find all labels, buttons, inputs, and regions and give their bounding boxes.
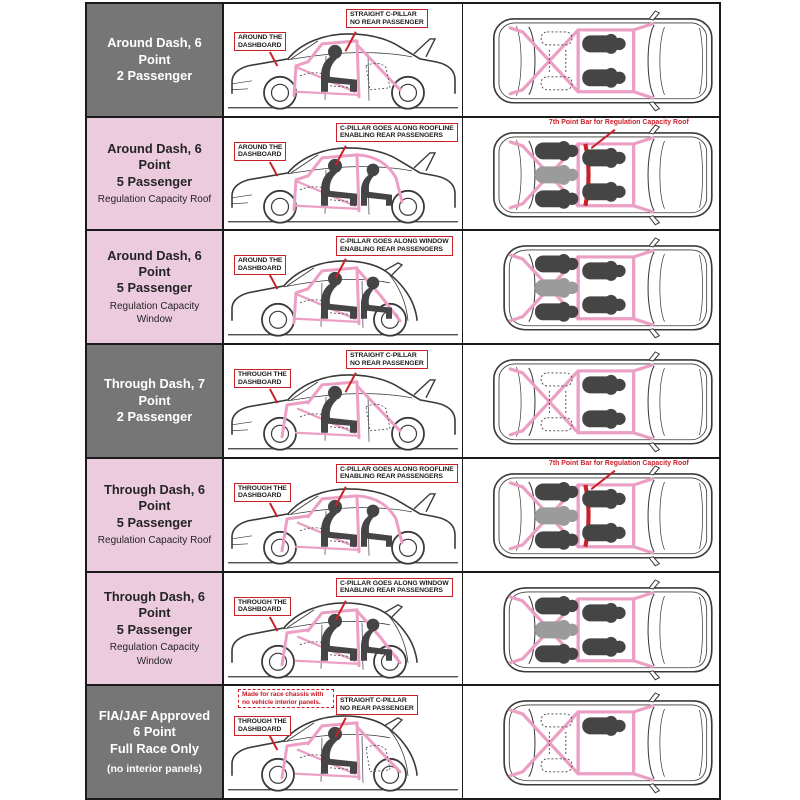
annotation-cpillar-line: ENABLING REAR PASSENGERS <box>340 246 443 254</box>
car-config-row <box>87 231 719 345</box>
annotation-dashboard-line: DASHBOARD <box>238 606 282 614</box>
annotation-dashboard-note <box>234 597 291 616</box>
annotation-7th-point-note: 7th Point Bar for Regulation Capacity Roof <box>549 459 689 467</box>
side-view-cell <box>224 345 463 457</box>
annotation-cpillar-line: STRAIGHT C-PILLAR <box>340 697 407 705</box>
car-config-row <box>87 459 719 573</box>
comparison-table <box>85 2 721 800</box>
config-title-line: Around Dash, 6 Point <box>107 140 202 173</box>
annotation-dashboard-note <box>234 255 286 274</box>
annotation-dashboard-line: DASHBOARD <box>238 151 282 159</box>
car-config-row <box>87 573 719 687</box>
annotation-dashboard-line: THROUGH THE <box>238 484 287 492</box>
top-view-cell <box>463 231 719 343</box>
config-subtitle: Regulation Capacity Window <box>109 300 200 326</box>
config-subtitle: Regulation Capacity Roof <box>97 193 212 205</box>
annotation-cpillar-note <box>346 9 428 28</box>
annotation-cpillar-note <box>346 350 428 369</box>
config-title-line: 2 Passenger <box>116 68 193 84</box>
config-title-line: 5 Passenger <box>116 514 193 530</box>
config-title-line: Through Dash, 6 Point <box>104 481 205 514</box>
config-title-line: Full Race Only <box>110 740 199 756</box>
annotation-cpillar-line: ENABLING REAR PASSENGERS <box>340 587 443 595</box>
top-view-diagram <box>463 345 719 457</box>
config-label-cell <box>87 686 224 798</box>
annotation-race-chassis-note: Made for race chassis with no vehicle interior panels. <box>238 689 334 708</box>
top-view-cell <box>463 573 719 685</box>
config-title-line: Through Dash, 6 Point <box>104 588 205 621</box>
annotation-cpillar-line: C-PILLAR GOES ALONG WINDOW <box>340 238 449 246</box>
top-view-cell <box>463 459 719 571</box>
config-label-cell <box>87 345 224 457</box>
side-view-cell <box>224 4 463 116</box>
annotation-cpillar-line: C-PILLAR GOES ALONG ROOFLINE <box>340 124 454 132</box>
annotation-dashboard-line: THROUGH THE <box>238 598 287 606</box>
car-config-row <box>87 4 719 118</box>
annotation-cpillar-note <box>336 236 453 255</box>
config-label-cell <box>87 4 224 116</box>
side-view-cell <box>224 118 463 230</box>
annotation-dashboard-note <box>234 716 291 735</box>
annotation-cpillar-note <box>336 695 418 714</box>
car-config-row <box>87 118 719 232</box>
annotation-dashboard-line: DASHBOARD <box>238 41 282 49</box>
config-title-line: Through Dash, 7 Point <box>104 376 205 408</box>
side-view-cell <box>224 231 463 343</box>
annotation-cpillar-note <box>336 464 458 483</box>
top-view-diagram <box>463 231 719 343</box>
annotation-dashboard-line: DASHBOARD <box>238 492 282 500</box>
annotation-dashboard-note <box>234 483 291 502</box>
annotation-cpillar-line: NO REAR PASSENGER <box>350 18 424 26</box>
annotation-cpillar-note <box>336 578 453 597</box>
annotation-cpillar-line: C-PILLAR GOES ALONG ROOFLINE <box>340 465 454 473</box>
config-subtitle: (no interior panels) <box>106 763 203 776</box>
top-view-diagram <box>463 118 719 230</box>
top-view-diagram <box>463 686 719 798</box>
annotation-dashboard-line: AROUND THE <box>238 257 283 265</box>
annotation-cpillar-line: C-PILLAR GOES ALONG WINDOW <box>340 579 449 587</box>
annotation-cpillar-line: ENABLING REAR PASSENGERS <box>340 132 443 140</box>
config-subtitle: Regulation Capacity Roof <box>97 535 212 547</box>
config-title-line: 5 Passenger <box>116 173 193 189</box>
top-view-diagram <box>463 4 719 116</box>
config-title-line: 5 Passenger <box>116 280 193 296</box>
top-view-diagram <box>463 573 719 685</box>
config-title-line: 2 Passenger <box>116 409 193 425</box>
car-config-row <box>87 686 719 798</box>
annotation-dashboard-note <box>234 142 286 161</box>
config-title-line: 6 Point <box>133 724 176 740</box>
config-subtitle: Regulation Capacity Window <box>109 642 200 667</box>
top-view-cell <box>463 345 719 457</box>
top-view-diagram <box>463 459 719 571</box>
annotation-dashboard-line: AROUND THE <box>238 143 283 151</box>
config-title-line: Around Dash, 6 Point <box>107 35 202 67</box>
config-title-line: Around Dash, 6 Point <box>107 247 202 280</box>
annotation-dashboard-line: THROUGH THE <box>238 718 287 726</box>
annotation-cpillar-line: STRAIGHT C-PILLAR <box>350 11 417 18</box>
annotation-dashboard-line: DASHBOARD <box>238 378 282 386</box>
side-view-cell <box>224 459 463 571</box>
annotation-dashboard-line: THROUGH THE <box>238 371 287 379</box>
annotation-dashboard-line: DASHBOARD <box>238 265 282 273</box>
annotation-cpillar-line: STRAIGHT C-PILLAR <box>350 352 417 360</box>
config-title-line: 5 Passenger <box>116 621 193 637</box>
annotation-dashboard-line: AROUND THE <box>238 34 283 41</box>
config-label-cell <box>87 459 224 571</box>
config-label-cell <box>87 118 224 230</box>
annotation-cpillar-line: ENABLING REAR PASSENGERS <box>340 473 443 481</box>
config-title-line: FIA/JAF Approved <box>98 708 211 724</box>
top-view-cell <box>463 686 719 798</box>
car-config-row <box>87 345 719 459</box>
annotation-dashboard-line: DASHBOARD <box>238 725 282 733</box>
top-view-cell <box>463 118 719 230</box>
annotation-dashboard-note <box>234 369 291 388</box>
annotation-cpillar-note <box>336 123 458 142</box>
config-label-cell <box>87 231 224 343</box>
annotation-7th-point-note: 7th Point Bar for Regulation Capacity Roof <box>549 118 689 126</box>
annotation-cpillar-line: NO REAR PASSENGER <box>340 704 414 712</box>
top-view-cell <box>463 4 719 116</box>
side-view-cell <box>224 573 463 685</box>
annotation-dashboard-note <box>234 32 286 51</box>
config-label-cell <box>87 573 224 685</box>
side-view-cell <box>224 686 463 798</box>
annotation-cpillar-line: NO REAR PASSENGER <box>350 359 424 367</box>
